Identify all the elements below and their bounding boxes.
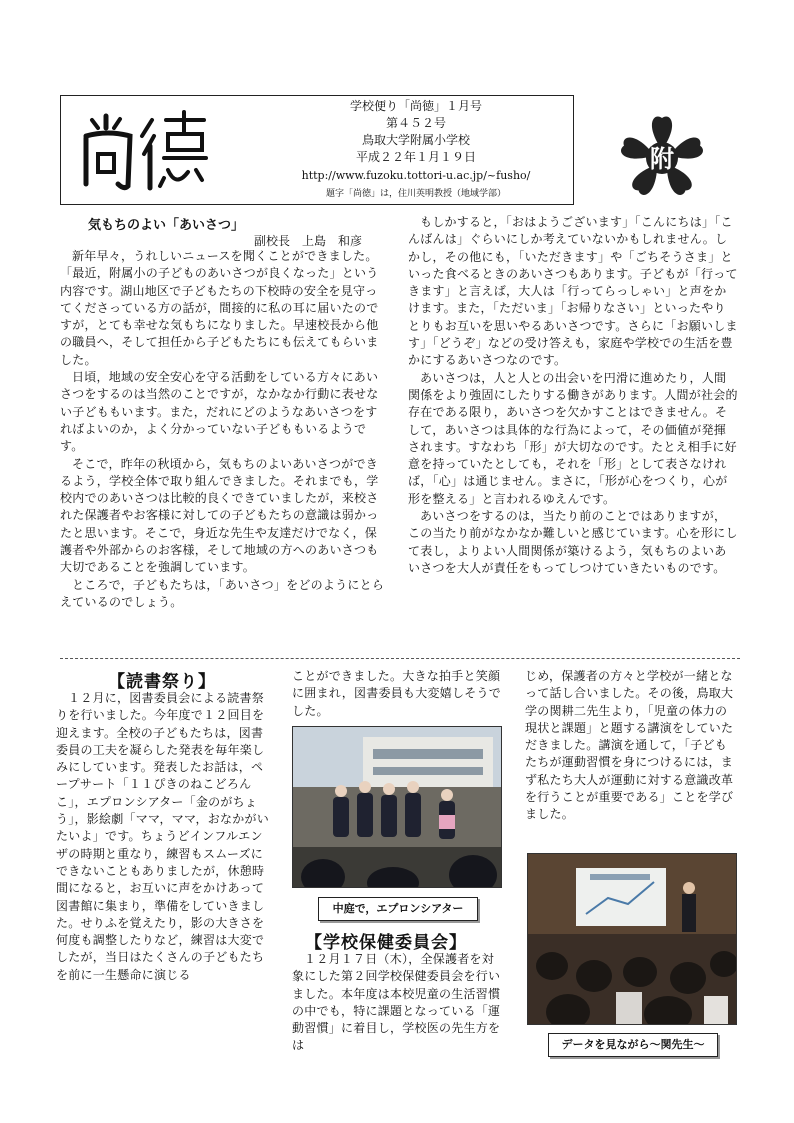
- school-name: 鳥取大学附属小学校: [361, 133, 470, 147]
- reading-festival-column: [56, 690, 274, 984]
- section-divider: [60, 658, 740, 659]
- health-committee-column-1: [292, 951, 502, 1055]
- health-committee-heading: 【学校保健委員会】: [305, 933, 467, 953]
- issue-number: 第４５２号: [385, 116, 446, 130]
- greeting-article-author: 副校長 上島 和彦: [254, 234, 363, 248]
- paragraph: そこで，昨年の秋頃から，気もちのよいあいさつができるよう，学校全体で取り組んできました。それまでも，学校内でのあいさつは比較的良くできていましたが，来校された保護者やお客様に対しての子どもたちの意識は弱かったと思います。そこで，身近な先生や友達だけでなく，保護者や外部からのお客様，そして地域の方へのあいさつも大切であることを強調しています。: [60, 456, 379, 575]
- health-committee-column-2: [525, 668, 737, 824]
- title-credit: 題字「尚徳」は，住川英明教授（地域学部）: [325, 189, 506, 199]
- apron-theater-photo: [292, 726, 502, 888]
- paragraph: あいさつは，人と人との出会いを円滑に進めたり，人間関係をより強固にしたりする働きがあります。人間が社会的存在である限り，あいさつを欠かすことはできません。そして，あいさつは具体的な行為によって，その価値が発揮されます。すなわち「形」が大切なのです。たとえ相手に好意を持っていたとしても，それを「形」として表さなければ，「心」は通じません。まさに，「形が心をつくり，心が形を整える」と言われるゆえんです。: [408, 370, 738, 506]
- reading-festival-continuation: [292, 668, 502, 720]
- paragraph: じめ，保護者の方々と学校が一緒となって話し合いました。その後，鳥取大学の関耕二先生より，「児童の体力の現状と課題」と題する講演をしていただきました。講演を通して，「子どもたちが運動習慣を身につけるには，まず私たち大人が運動に対する意識改革を行うことが重要である」ことを学びました。: [525, 669, 734, 822]
- apron-photo-caption: 中庭で，エプロンシアター: [318, 897, 478, 921]
- greeting-article-title: 気もちのよい「あいさつ」: [88, 218, 245, 233]
- paragraph: あいさつをするのは，当たり前のことではありますが，この当たり前がなかなか難しいと感じています。心を形にして表し，よりよい人間関係が築けるよう，気もちのよいあいさつを大人が責任をもってしつけていきたいものです。: [408, 509, 738, 575]
- paragraph: 日頃，地域の安全安心を守る活動をしている方々にあいさつをするのは当然のことですが，なかなか行動に表せない子どももいます。また，だれにどのようなあいさつをすればよいのか，よく分かっていない子どももいるようです。: [60, 370, 379, 454]
- greeting-column-1: [60, 248, 386, 611]
- reading-festival-heading: 【読書祭り】: [108, 672, 216, 692]
- school-emblem-icon: [600, 110, 724, 206]
- emblem-character: 附: [650, 144, 674, 173]
- calligraphy-title-logo: [68, 106, 218, 196]
- issue-date: 平成２２年１月１９日: [355, 150, 476, 164]
- lecture-photo: [527, 853, 737, 1025]
- paragraph: もしかすると，「おはようございます」「こんにちは」「こんばんは」ぐらいにしか考えていないかもしれません。しかし，その他にも，「いただきます」や「ごちそうさま」といった食べるときのあいさつもあります。子どもが「行ってきます」と言えば，大人は「行ってらっしゃい」と声をかけます。また，「ただいま」「お帰りなさい」といったやりとりもお互いを思いやるあいさつです。さらに「お願いします」「どうぞ」などの受け答えも，家庭や学校での生活を豊かにするあいさつなのです。: [408, 215, 738, 368]
- paragraph: ことができました。大きな拍手と笑顔に囲まれ，図書委員も大変嬉しそうでした。: [292, 669, 501, 718]
- paragraph: １２月に，図書委員会による読書祭りを行いました。今年度で１２回目を迎えます。全校の子どもたちは，図書委員の工夫を凝らした発表を毎年楽しみにしています。発表したお話は，ペープサート「１１ぴきのねこどろんこ」，エプロンシアター「金のがちょう」，影絵劇「ママ，ママ，おなかがいたいよ」です。ちょうどインフルエンザの時期と重なり，練習もスムーズにできないこともありましたが，休憩時間になると，お互いに声をかけあって図書館に集まり，準備をしていきました。せりふを覚えたり，影の大きさを何度も調整したりなど，練習は大変でしたが，当日はたくさんの子どもたちを前に一生懸命に演じる: [56, 691, 270, 982]
- greeting-column-2: [408, 214, 738, 577]
- paragraph: １２月１７日（木），全保護者を対象にした第２回学校保健委員会を行いました。本年度は本校児童の生活習慣の中でも，特に課題となっている「運動習慣」に着目し，学校医の先生方をは: [292, 952, 501, 1053]
- school-url[interactable]: http://www.fuzoku.tottori-u.ac.jp/~fusho/: [301, 169, 531, 182]
- lecture-photo-caption: データを見ながら～関先生～: [548, 1033, 718, 1057]
- paragraph: ところで，子どもたちは，「あいさつ」をどのようにとらえているのでしょう。: [60, 577, 385, 609]
- paragraph: 新年早々，うれしいニュースを聞くことができました。「最近，附属小の子どものあいさつが良くなった」という内容です。湖山地区で子どもたちの下校時の安全を見守ってくださっている方の話が，間接的に私の耳に届いたのですが，とても幸せな気もちになりました。早速校長から他の職員へ，そして担任から子どもたちにも伝えてもらいました。: [60, 249, 379, 367]
- newsletter-title: 学校便り「尚徳」１月号: [349, 99, 482, 113]
